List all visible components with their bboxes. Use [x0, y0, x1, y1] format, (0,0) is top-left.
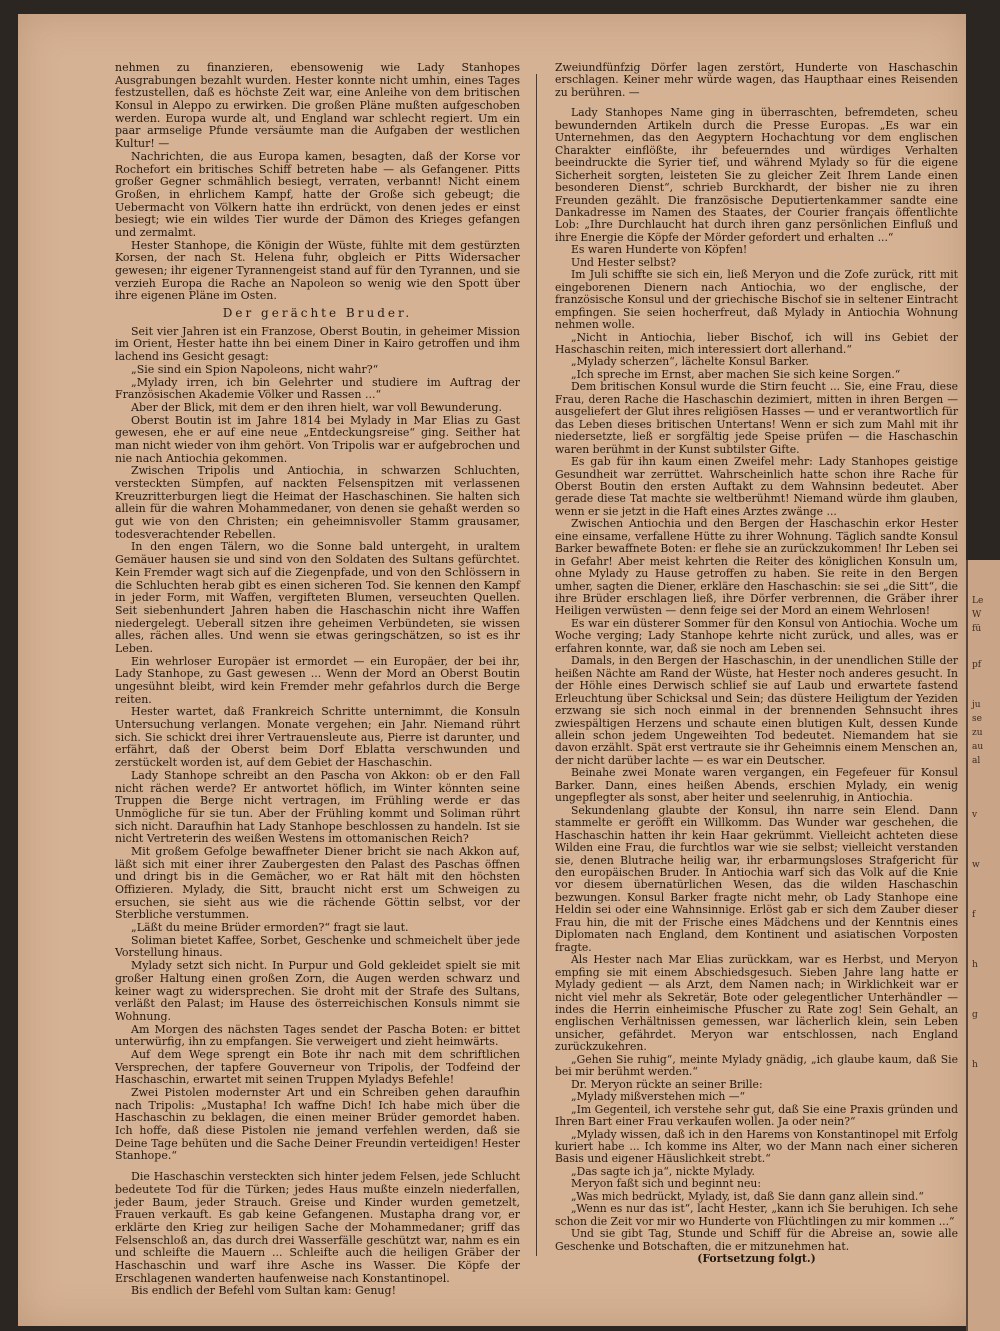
paragraph: Seit vier Jahren ist ein Franzose, Oberst Boutin, in geheimer Mission im Orient, Hester hatte ihn bei einem Diner in Kairo getroffen und ihm lachend ins Gesicht gesagt:	[115, 324, 520, 364]
edge-fragment: w	[972, 860, 980, 870]
paragraph: Es gab für ihn kaum einen Zweifel mehr: Lady Stanhopes geistige Gesundheit war zerrüttet. Wahrscheinlich hatte schon ihre Rache für Oberst Boutin den ersten Auftakt zu dem Wahnsinn bedeutet. Aber gerade diese Tat machte sie weltberühmt! Niemand würde ihm glauben, wenn er sie jetzt in die Haft eines Arztes zwänge ...	[555, 455, 958, 518]
edge-fragment: al	[972, 756, 981, 766]
paragraph: Es war ein düsterer Sommer für den Konsul von Antiochia. Woche um Woche verging; Lady Stanhope kehrte nicht zurück, und alles, was er erfahren konnte, war, daß sie noch am Leben sei.	[555, 616, 958, 655]
edge-fragment: se	[972, 714, 982, 724]
paragraph: „Läßt du meine Brüder ermorden?“ fragt sie laut.	[131, 921, 409, 935]
paragraph: Am Morgen des nächsten Tages sendet der Pascha Boten: er bittet unterwürfig, ihn zu empfangen. Sie verweigert und zieht heimwärts.	[115, 1022, 520, 1049]
edge-fragment: Le	[972, 596, 984, 606]
edge-fragment: h	[972, 1060, 978, 1070]
paragraph: „Das sagte ich ja“, nickte Mylady.	[571, 1164, 755, 1178]
paragraph: Im Juli schiffte sie sich ein, ließ Meryon und die Zofe zurück, ritt mit eingeborenen Dienern nach Antiochia, wo der englische, der französische Konsul und der griechische Bischof sie in seltener Eintracht empfingen. Sie seien hocherfreut, daß Mylady in Antiochia Wohnung nehmen wolle.	[555, 268, 958, 332]
paragraph: Zwei Pistolen modernster Art und ein Schreiben gehen daraufhin nach Tripolis: „Mustapha! Ich waffne Dich! Ich habe mich über die Haschaschin zu beklagen, die einen meiner Brüder gemordet haben. Ich hoffe, daß diese Pistolen nie jemand verfehlen werden, daß sie Deine Tage behüten und die Sache Deiner Freundin verteidigen! Hester Stanhope.“	[115, 1086, 520, 1163]
adjacent-page-edge	[966, 560, 1000, 1331]
paragraph: nehmen zu finanzieren, ebensowenig wie Lady Stanhopes Ausgrabungen bezahlt wurden. Hester konnte nicht umhin, eines Tages festzustellen, daß es höchste Zeit war, eine Anleihe von dem britischen Konsul in Aleppo zu erwirken. Die großen Pläne mußten aufgeschoben werden. Europa wurde alt, und England war schlecht regiert. Um ein paar armselige Pfunde versäumte man die Aufgaben der westlichen Kultur! —	[115, 61, 520, 151]
paragraph: Ein wehrloser Europäer ist ermordet — ein Europäer, der bei ihr, Lady Stanhope, zu Gast gewesen ... Wenn der Mord an Oberst Boutin ungesühnt bleibt, wird kein Fremder mehr gefahrlos durch die Berge reiten.	[115, 654, 520, 706]
paragraph: Beinahe zwei Monate waren vergangen, ein Fegefeuer für Konsul Barker. Dann, eines heißen Abends, erschien Mylady, ein wenig ungepflegter als sonst, aber heiter und seelenruhig, in Antiochia.	[555, 766, 958, 805]
edge-fragment: h	[972, 960, 978, 970]
paragraph: Zweiundfünfzig Dörfer lagen zerstört, Hunderte von Haschaschin erschlagen. Keiner mehr würde wagen, das Haupthaar eines Reisenden zu berühren. —	[555, 61, 958, 99]
paragraph: Hester Stanhope, die Königin der Wüste, fühlte mit dem gestürzten Korsen, der nach St. Helena fuhr, obgleich er Pitts Widersacher gewesen; ihr eigener Tyrannengeist stand auf für den Tyrannen, und sie verzieh Europa die Rache an Napoleon so wenig wie den Spott über ihre eigenen Pläne im Osten.	[115, 238, 520, 303]
continuation-note: (Fortsetzung folgt.)	[697, 1252, 816, 1266]
paragraph: Und sie gibt Tag, Stunde und Schiff für die Abreise an, sowie alle Geschenke und Botschaften, die er mitzunehmen hat.	[555, 1227, 958, 1253]
paragraph: Zwischen Tripolis und Antiochia, in schwarzen Schluchten, versteckten Sümpfen, auf nackten Felsenspitzen mit verlassenen Kreuzritterburgen liegt die Heimat der Haschaschinen. Sie halten sich allein für die wahren Mohammedaner, von denen sie gehaßt werden so gut wie von den Christen; ein geheimnisvoller Stamm grausamer, todesverachtender Rebellen.	[115, 464, 520, 541]
left-column	[115, 62, 520, 1298]
paragraph: Sekundenlang glaubte der Konsul, ihn narre sein Elend. Dann stammelte er geröfft ein Willkomm. Das Wunder war geschehen, die Haschaschin hatten ihr kein Haar gekrümmt. Vielleicht achteten diese Wilden eine Frau, die furchtlos war wie sie selbst; vielleicht verstanden sie, denen Blutrache heilig war, ihr erbarmungsloses Strafgericht für den europäischen Bruder. In Antiochia warf sich das Volk auf die Knie vor diesem übernatürlichen Wesen, das die wilden Haschaschin bezwungen. Konsul Barker fragte nicht mehr, ob Lady Stanhope eine Heldin sei oder eine Wahnsinnige. Erlöst gab er sich dem Zauber dieser Frau hin, die mit der Frische eines Mädchens und der Kenntnis eines Diplomaten nach England, dem Kontinent und asiatischen Vorposten fragte.	[555, 803, 958, 954]
edge-fragment: ju	[972, 700, 981, 710]
paragraph: Mylady setzt sich nicht. In Purpur und Gold gekleidet spielt sie mit großer Haltung einen großen Zorn, die Augen werden schwarz und keiner wagt zu widersprechen. Sie droht mit der Strafe des Sultans, verläßt den Palast; im Hause des österreichischen Konsuls nimmt sie Wohnung.	[115, 959, 520, 1023]
edge-fragment: W	[972, 610, 982, 620]
paragraph: Die Haschaschin versteckten sich hinter jedem Felsen, jede Schlucht bedeutete Tod für die Türken; jedes Haus mußte einzeln niederfallen, jeder Baum, jeder Strauch. Greise und Kinder wurden gemetzelt, Frauen verkauft. Es gab keine Gefangenen. Mustapha drang vor, er erklärte den Krieg zur heiligen Sache der Mohammedaner; griff das Felsenschloß an, das durch drei Wasserfälle geschützt war, nahm es ein und schleifte die Mauern ... Schleifte auch die heiligen Gräber der Haschaschin und warf ihre Asche ins Wasser. Die Köpfe der Erschlagenen wanderten haufenweise nach Konstantinopel.	[115, 1170, 520, 1285]
paragraph: Lady Stanhopes Name ging in überraschten, befremdeten, scheu bewundernden Artikeln durch die Presse Europas. „Es war ein Unternehmen, das den Aegyptern Hochachtung vor dem englischen Charakter einflößte, ihr befeuerndes und würdiges Verhalten beeindruckte die Syrier tief, und während Mylady so für die eigene Sicherheit sorgten, leisteten Sie zu gleicher Zeit Ihrem Lande einen besonderen Dienst“, schrieb Burckhardt, der bisher nie zu ihren Freunden gezählt. Die französische Deputiertenkammer sandte eine Dankadresse im Namen des Staates, der Courier français öffentlichte Lob: „Ihre Durchlaucht hat durch ihren ganz persönlichen Einfluß und ihre Energie die Köpfe der Mörder gefordert und erhalten ...“	[555, 106, 958, 244]
paragraph: Lady Stanhope schreibt an den Pascha von Akkon: ob er den Fall nicht rächen werde? Er antwortet höflich, im Winter könnten seine Truppen die Berge nicht vertragen, im Frühling werde er das Unmögliche für sie tun. Aber der Frühling kommt und Soliman rührt sich nicht. Daraufhin hat Lady Stanhope beschlossen zu handeln. Ist sie nicht Vertreterin des weißen Westens im ottomanischen Reich?	[115, 768, 520, 846]
paragraph: Aber der Blick, mit dem er den ihren hielt, war voll Bewunderung.	[131, 400, 503, 414]
paragraph: „Was mich bedrückt, Mylady, ist, daß Sie dann ganz allein sind.“	[571, 1189, 924, 1203]
section-heading: Der gerächte Bruder.	[222, 306, 413, 321]
paragraph: „Mylady scherzen“, lächelte Konsul Barker.	[571, 355, 809, 369]
column-divider	[536, 74, 537, 1256]
paragraph: „Im Gegenteil, ich verstehe sehr gut, daß Sie eine Praxis gründen und Ihren Bart einer Frau verkaufen wollen. Ja oder nein?“	[555, 1102, 958, 1129]
paragraph: Hester wartet, daß Frankreich Schritte unternimmt, die Konsuln Untersuchung verlangen. Monate vergehen; ein Jahr. Niemand rührt sich. Sie schickt drei ihrer Vertrauensleute aus, Pierre ist darunter, und erfährt, daß der Oberst beim Dorf Eblatta verschwunden und zerstückelt worden ist, auf dem Gebiet der Haschaschin.	[115, 705, 520, 770]
paragraph: „Wenn es nur das ist“, lacht Hester, „kann ich Sie beruhigen. Ich sehe schon die Zeit vor mir wo Hunderte von Flüchtlingen zu mir kommen ...“	[555, 1202, 958, 1228]
paragraph: In den engen Tälern, wo die Sonne bald untergeht, in uraltem Gemäuer hausen sie und sind von den Soldaten des Sultans gefürchtet. Kein Fremder wagt sich auf die Ziegenpfade, und von den Schlössern in die Schluchten herab gibt es einen sicheren Tod. Sie kennen den Kampf in jeder Form, mit Waffen, vergifteten Blumen, verseuchten Quellen. Seit siebenhundert Jahren haben die Haschaschin nicht ihre Waffen niedergelegt. Ueberall sitzen ihre geheimen Verbündeten, sie wissen alles, rächen alles. Und wenn sie etwas geringschätzen, so ist es ihr Leben.	[115, 540, 520, 655]
paragraph: „Mylady wissen, daß ich in den Harems von Konstantinopel mit Erfolg kuriert habe ... Ich komme ins Alter, wo der Mann nach einer sicheren Basis und eigener Häuslichkeit strebt.“	[555, 1127, 958, 1166]
edge-fragment: au	[972, 742, 984, 752]
paragraph: Dr. Meryon rückte an seiner Brille:	[571, 1077, 763, 1091]
paragraph: Und Hester selbst?	[571, 255, 677, 269]
paragraph: Damals, in den Bergen der Haschaschin, in der unendlichen Stille der heißen Nächte am Rand der Wüste, hat Hester noch anderes gesucht. In der Höhle eines Derwisch schlief sie auf Laub und erwartete fastend Erleuchtung über Schicksal und Sein; das düstere Heiligtum der Yeziden erzwang sie sich noch einmal in der brennenden Sehnsucht ihres zwiespältigen Herzens und schaute einen blutigen Kult, dessen Kunde allein schon jedem Ungeweihten Tod bedeutet. Niemandem hat sie davon erzählt. Spät erst vertraute sie ihr Geheimnis einem Menschen an, der nicht darüber lachte — es war ein Deutscher.	[555, 654, 958, 767]
paragraph: Mit großem Gefolge bewaffneter Diener bricht sie nach Akkon auf, läßt sich mit einer ihrer Zaubergesten den Palast des Paschas öffnen und dringt bis in die Gemächer, wo er Rat hält mit den höchsten Offizieren. Mylady, die Sitt, braucht nicht erst um Schweigen zu ersuchen, sie sieht aus wie die rächende Göttin selbst, vor der Sterbliche verstummen.	[115, 844, 520, 922]
edge-fragment: zu	[972, 728, 983, 738]
paragraph: „Mylady mißverstehen mich —“	[571, 1090, 746, 1104]
paragraph: Bis endlich der Befehl vom Sultan kam: Genug!	[131, 1284, 396, 1298]
paragraph: Auf dem Wege sprengt ein Bote ihr nach mit dem schriftlichen Versprechen, der tapfere Gouverneur von Tripolis, der Todfeind der Haschaschin, erwartet mit seinen Truppen Myladys Befehle!	[115, 1047, 520, 1087]
paragraph: Meryon faßt sich und beginnt neu:	[571, 1177, 761, 1191]
paragraph: Es waren Hunderte von Köpfen!	[571, 243, 748, 257]
edge-fragment: fü	[972, 624, 982, 634]
paragraph: Nachrichten, die aus Europa kamen, besagten, daß der Korse vor Rochefort ein britisches Schiff betreten habe — als Gefangener. Pitts großer Gegner schmählich besiegt, verraten, verbannt! Nicht einem Großen, in ehrlichem Kampf, hatte der Große sich gebeugt; die Uebermacht von Völkern hatte ihn erdrückt, von denen jedes er einst besiegt; wie ein wildes Tier wurde der Dämon des Krieges gefangen und zermalmt.	[115, 149, 520, 239]
paragraph: „Mylady irren, ich bin Gelehrter und studiere im Auftrag der Französischen Akademie Völker und Rassen ...“	[115, 375, 520, 402]
edge-fragment: pf	[972, 660, 982, 670]
paragraph: Als Hester nach Mar Elias zurückkam, war es Herbst, und Meryon empfing sie mit einem Abschiedsgesuch. Sieben Jahre lang hatte er Mylady gedient — als Arzt, dem Namen nach; in Wirklichkeit war er nicht viel mehr als Sekretär, Bote oder gelegentlicher Unterhändler — indes die Herrin einheimische Pfuscher zu Rate zog! Sein Gehalt, an englischen Verhältnissen gemessen, war lächerlich klein, sein Leben unsicher, gefährdet. Meryon war entschlossen, nach England zurückzukehren.	[555, 953, 958, 1054]
paragraph: „Nicht in Antiochia, lieber Bischof, ich will ins Gebiet der Haschaschin reiten, mich interessiert dort allerhand.“	[555, 330, 958, 356]
right-column	[555, 62, 958, 1266]
edge-fragment: g	[972, 1010, 978, 1020]
paragraph: „Ich spreche im Ernst, aber machen Sie sich keine Sorgen.“	[571, 367, 901, 381]
paragraph: „Sie sind ein Spion Napoleons, nicht wahr?“	[131, 362, 379, 376]
paragraph: Oberst Boutin ist im Jahre 1814 bei Mylady in Mar Elias zu Gast gewesen, ehe er auf eine neue „Entdeckungsreise“ ging. Seither hat man nicht wieder von ihm gehört. Von Tripolis war er aufgebrochen und nie nach Antiochia gekommen.	[115, 413, 520, 465]
paragraph: Soliman bietet Kaffee, Sorbet, Geschenke und schmeichelt über jede Vorstellung hinaus.	[115, 933, 520, 960]
edge-fragment: f	[972, 910, 976, 920]
edge-fragment: v	[972, 810, 978, 820]
paragraph: „Gehen Sie ruhig“, meinte Mylady gnädig, „ich glaube kaum, daß Sie bei mir berühmt werden.“	[555, 1052, 958, 1079]
paragraph: Dem britischen Konsul wurde die Stirn feucht ... Sie, eine Frau, diese Frau, deren Rache die Haschaschin dezimiert, mitten in ihren Bergen — ausgeliefert der Glut ihres religiösen Hasses — und er verantwortlich für das Leben dieses britischen Untertans! Wenn er sich zum Mahl mit ihr niedersetzte, ließ er sorgfältig jede Speise prüfen — die Haschaschin waren berühmt in der Kunst subtilster Gifte.	[555, 380, 958, 456]
paragraph: Zwischen Antiochia und den Bergen der Haschaschin erkor Hester eine einsame, verfallene Hütte zu ihrer Wohnung. Täglich sandte Konsul Barker bewaffnete Boten: er flehe sie an zurückzukommen! Ihr Leben sei in Gefahr! Aber meist kehrten die Reiter des königlichen Konsuln um, ohne Mylady zu Hause getroffen zu haben. Sie reite in den Bergen umher, sagten die Diener, erkläre den Haschaschin: sie sei „die Sitt“, die ihre Brüder erschlagen ließ, ihre Dörfer verbrennen, die Gräber ihrer Heiligen verwüsten — denn feige sei der Mord an einem Wehrlosen!	[555, 517, 958, 618]
